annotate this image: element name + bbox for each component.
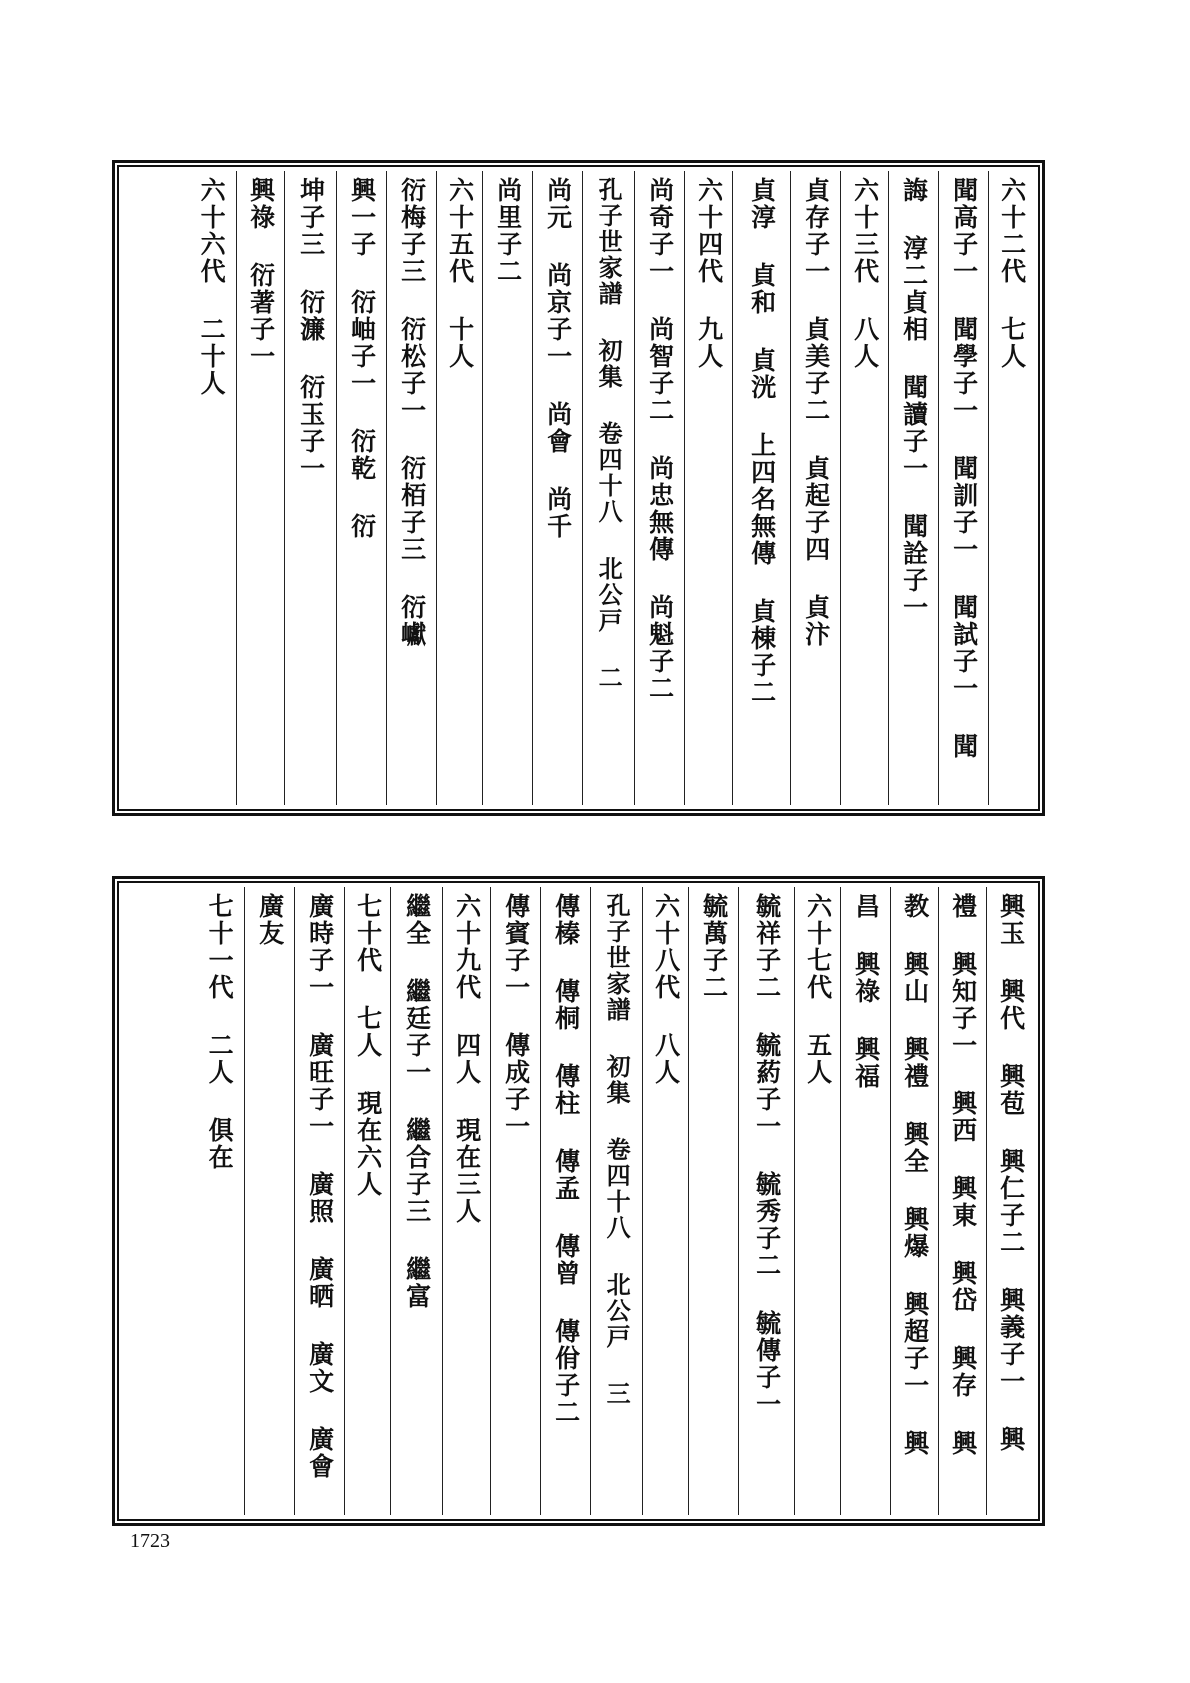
column-text: 六十五代 十人 <box>445 177 475 370</box>
column-text: 昌 興祿 興福 <box>851 893 881 1090</box>
column-text: 六十三代 八人 <box>850 177 880 370</box>
column-text: 誨 淳二貞相 聞讀子一 聞詮子一 <box>899 177 929 621</box>
genealogy-column <box>442 887 490 1515</box>
column-text: 禮 興知子一 興西 興東 興岱 興存 興 <box>948 893 978 1457</box>
column-text: 六十二代 七人 <box>997 177 1027 370</box>
genealogy-column <box>540 887 590 1515</box>
center-title-column <box>582 171 634 805</box>
genealogy-column <box>482 171 532 805</box>
page-number: 1723 <box>130 1530 170 1552</box>
genealogy-column <box>344 887 390 1515</box>
genealogy-column <box>642 887 688 1515</box>
genealogy-panel-bottom <box>112 876 1045 1526</box>
column-text: 七十一代 二人 俱在 <box>205 893 235 1171</box>
genealogy-column <box>194 887 244 1515</box>
column-text: 衍梅子三 衍松子一 衍栢子三 衍巘 <box>397 177 427 648</box>
column-text: 坤子三 衍濂 衍玉子一 <box>296 177 326 482</box>
column-text: 六十八代 八人 <box>651 893 681 1086</box>
column-text: 尚奇子一 尚智子二 尚忠無傳 尚魁子二 <box>645 177 675 702</box>
column-text: 繼全 繼廷子一 繼合子三 繼富 <box>402 893 432 1310</box>
column-text: 興玉 興代 興苞 興仁子二 興義子一 興 <box>996 893 1026 1453</box>
genealogy-column <box>938 887 986 1515</box>
column-text: 聞高子一 聞學子一 聞訓子一 聞試子一 聞 <box>949 177 979 760</box>
column-text: 尚里子二 <box>493 177 523 285</box>
column-text: 傳賓子一 傳成子一 <box>501 893 531 1140</box>
genealogy-column <box>794 887 840 1515</box>
column-text: 廣友 <box>255 893 285 947</box>
column-text: 七十代 七人 現在六人 <box>353 893 383 1198</box>
bottom-columns <box>123 887 1034 1515</box>
genealogy-column <box>988 171 1034 805</box>
column-text: 毓祥子二 毓葯子一 毓秀子二 毓傳子一 <box>752 893 782 1418</box>
column-text: 貞存子一 貞美子二 貞起子四 貞汴 <box>801 177 831 648</box>
column-text: 興祿 衍著子一 <box>246 177 276 370</box>
genealogy-column <box>684 171 732 805</box>
genealogy-column <box>236 171 284 805</box>
genealogy-column <box>888 171 938 805</box>
column-text: 廣時子一 廣旺子一 廣照 廣晒 廣文 廣會 <box>305 893 335 1480</box>
column-text: 教 興山 興禮 興全 興爆 興超子一 興 <box>900 893 930 1457</box>
genealogy-column <box>840 887 890 1515</box>
genealogy-column <box>890 887 938 1515</box>
genealogy-column <box>790 171 840 805</box>
column-text: 六十六代 二十人 <box>197 177 227 397</box>
genealogy-column <box>532 171 582 805</box>
genealogy-column <box>688 887 738 1515</box>
genealogy-panel-top <box>112 160 1045 816</box>
column-text: 孔子世家譜 初集 卷四十八 北公戸 三 <box>602 893 632 1407</box>
genealogy-column <box>336 171 386 805</box>
top-columns <box>123 171 1034 805</box>
column-text: 六十四代 九人 <box>694 177 724 370</box>
column-text: 尚元 尚京子一 尚會 尚千 <box>543 177 573 540</box>
genealogy-column <box>732 171 790 805</box>
column-text: 興一子 衍岫子一 衍乾 衍 <box>347 177 377 540</box>
genealogy-column <box>634 171 684 805</box>
column-text: 毓萬子二 <box>699 893 729 1001</box>
column-text: 六十九代 四人 現在三人 <box>452 893 482 1225</box>
column-text: 六十七代 五人 <box>803 893 833 1086</box>
genealogy-column <box>294 887 344 1515</box>
genealogy-column <box>436 171 482 805</box>
genealogy-column <box>386 171 436 805</box>
genealogy-column <box>244 887 294 1515</box>
genealogy-column <box>938 171 988 805</box>
genealogy-column <box>390 887 442 1515</box>
genealogy-column <box>840 171 888 805</box>
genealogy-column <box>986 887 1034 1515</box>
genealogy-column <box>186 171 236 805</box>
genealogy-column <box>490 887 540 1515</box>
column-text: 貞淳 貞和 貞洸 上四名無傳 貞棟子二 <box>747 177 777 706</box>
column-text: 孔子世家譜 初集 卷四十八 北公戸 二 <box>594 177 624 691</box>
genealogy-column <box>738 887 794 1515</box>
center-title-column <box>590 887 642 1515</box>
column-text: 傳榛 傳桐 傳柱 傳孟 傳曾 傳佾子二 <box>551 893 581 1426</box>
genealogy-column <box>284 171 336 805</box>
